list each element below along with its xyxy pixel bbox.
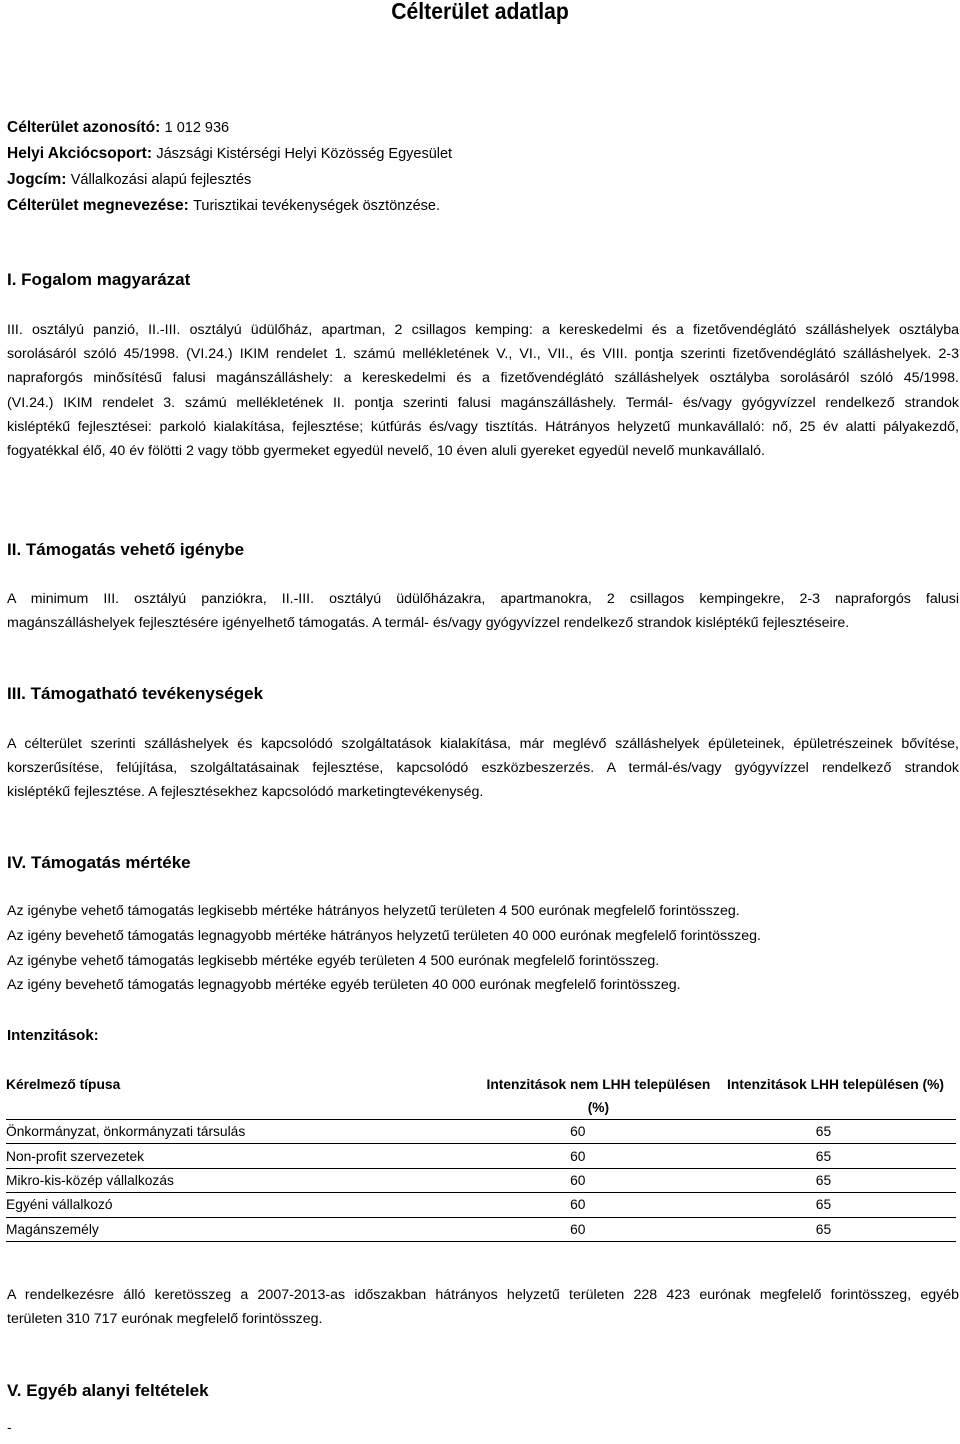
table-cell-non-lhh: 60 — [462, 1193, 723, 1217]
table-cell-lhh: 65 — [723, 1168, 956, 1192]
table-cell-lhh: 65 — [723, 1193, 956, 1217]
section-3-text — [7, 732, 959, 805]
section-1-text — [7, 318, 959, 463]
meta-name-label: Célterület megnevezése: — [7, 197, 189, 214]
section-2-line: magánszálláshelyek fejlesztésére igényelhető támogatás. A termál- és/vagy gyógyvízzel rendelkező strandok kisléptékű fejlesztéseire. — [7, 615, 850, 632]
intensities-table — [6, 1071, 956, 1242]
table-row — [6, 1144, 956, 1168]
table-cell-non-lhh: 60 — [462, 1120, 723, 1144]
section-1-line: kisléptékű fejlesztései: parkoló kialakítása, fejlesztése; kútfúrás és/vagy tisztítás. Hátrányos helyzetű munkavállaló: nő, 25 év alatti pályakezdő, — [7, 418, 959, 435]
meta-id-value: 1 012 936 — [164, 120, 230, 136]
meta-id-label: Célterület azonosító: — [7, 119, 161, 136]
table-header-lhh: Intenzitások LHH településen (%) — [723, 1071, 956, 1120]
table-cell-non-lhh: 60 — [462, 1168, 723, 1192]
table-cell-type: Egyéni vállalkozó — [6, 1193, 462, 1217]
budget-line: területen 310 717 eurónak megfelelő forintösszeg. — [7, 1311, 323, 1328]
table-cell-type: Önkormányzat, önkormányzati társulás — [6, 1120, 462, 1144]
section-5-text: - — [7, 1420, 12, 1436]
section-1-line: fogyatékkal élő, 40 év fölötti 2 vagy több gyermeket egyedül nevelő, 10 éven aluli gyereket egyedül nevelő munkavállaló. — [7, 443, 765, 460]
table-row — [6, 1217, 956, 1241]
table-cell-lhh: 65 — [723, 1217, 956, 1241]
table-header-type: Kérelmező típusa — [6, 1071, 462, 1120]
section-5-heading: V. Egyéb alanyi feltételek — [7, 1381, 209, 1400]
meta-id — [7, 119, 229, 137]
meta-name — [7, 197, 440, 215]
budget-line: A rendelkezésre álló keretösszeg a 2007-2013-as időszakban hátrányos helyzetű területen 228 423 eurónak megfelelő forintösszeg, egyéb — [7, 1287, 959, 1303]
meta-name-value: Turisztikai tevékenységek ösztönzése. — [193, 198, 440, 214]
support-line: Az igény bevehető támogatás legnagyobb mértéke hátrányos helyzetű területen 40 000 eurónak megfelelő forintösszeg. — [7, 928, 761, 944]
section-2-heading: II. Támogatás vehető igénybe — [7, 540, 245, 559]
section-4-heading: IV. Támogatás mértéke — [7, 853, 191, 872]
budget-text — [7, 1283, 959, 1331]
table-header-row — [6, 1071, 956, 1120]
table-cell-type: Magánszemély — [6, 1217, 462, 1241]
table-row — [6, 1168, 956, 1192]
section-1-line: (VI.24.) IKIM rendelet 3. számú mellékletének II. pontja szerinti falusi magánszálláshely. Termál- és/vagy gyógyvízzel rendelkező strandok — [7, 394, 959, 411]
section-1-line: III. osztályú panzió, II.-III. osztályú üdülőház, apartman, 2 csillagos kemping: a kereskedelmi és a fizetővendéglátó szálláshelyek osztályba — [7, 322, 959, 338]
meta-title-value: Vállalkozási alapú fejlesztés — [70, 172, 252, 188]
meta-group-label: Helyi Akciócsoport: — [7, 145, 152, 162]
intensities-heading: Intenzitások: — [7, 1027, 99, 1044]
table-cell-non-lhh: 60 — [462, 1217, 723, 1241]
section-2-text — [7, 587, 959, 635]
table-cell-lhh: 65 — [723, 1144, 956, 1168]
meta-group-value: Jászsági Kistérségi Helyi Közösség Egyesület — [156, 146, 453, 162]
support-line: Az igény bevehető támogatás legnagyobb mértéke egyéb területen 40 000 eurónak megfelelő forintösszeg. — [7, 977, 681, 993]
table-row — [6, 1193, 956, 1217]
page-title: Célterület adatlap — [391, 0, 569, 24]
section-1-heading: I. Fogalom magyarázat — [7, 270, 191, 289]
section-3-line: kisléptékű fejlesztése. A fejlesztésekhez kapcsolódó marketingtevékenység. — [7, 784, 484, 801]
section-2-line: A minimum III. osztályú panziókra, II.-III. osztályú üdülőházakra, apartmanokra, 2 csillagos kempingekre, 2-3 napraforgós falusi — [7, 591, 959, 607]
table-cell-type: Non-profit szervezetek — [6, 1144, 462, 1168]
section-1-line: napraforgós minősítésű falusi magánszálláshely: a kereskedelmi és a fizetővendéglátó szálláshelyek osztályba sorolásáról szóló 45/1998. — [7, 370, 959, 387]
table-cell-type: Mikro-kis-közép vállalkozás — [6, 1168, 462, 1192]
support-line: Az igénybe vehető támogatás legkisebb mértéke egyéb területen 4 500 eurónak megfelelő forintösszeg. — [7, 953, 660, 969]
meta-title — [7, 171, 251, 189]
section-1-line: sorolásáról szóló 45/1998. (VI.24.) IKIM rendelet 1. számú mellékletének V., VI., VII., és VIII. pontja szerinti fizetővendéglátó szálláshelyek. 2-3 — [7, 346, 959, 363]
table-row — [6, 1120, 956, 1144]
section-3-line: A célterület szerinti szálláshelyek és kapcsolódó szolgáltatások kialakítása, már meglévő szálláshelyek épületeinek, épületrészeinek bővítése, — [7, 736, 959, 752]
table-cell-non-lhh: 60 — [462, 1144, 723, 1168]
support-line: Az igénybe vehető támogatás legkisebb mértéke hátrányos helyzetű területen 4 500 eurónak megfelelő forintösszeg. — [7, 903, 740, 919]
table-header-non-lhh: Intenzitások nem LHH településen (%) — [462, 1071, 723, 1120]
meta-title-label: Jogcím: — [7, 171, 67, 188]
meta-group — [7, 145, 452, 163]
section-3-heading: III. Támogatható tevékenységek — [7, 684, 264, 703]
section-3-line: korszerűsítése, felújítása, szolgáltatásainak fejlesztése, kapcsolódó eszközbeszerzés. A termál-és/vagy gyógyvízzel rendelkező strandok — [7, 760, 959, 777]
table-cell-lhh: 65 — [723, 1120, 956, 1144]
